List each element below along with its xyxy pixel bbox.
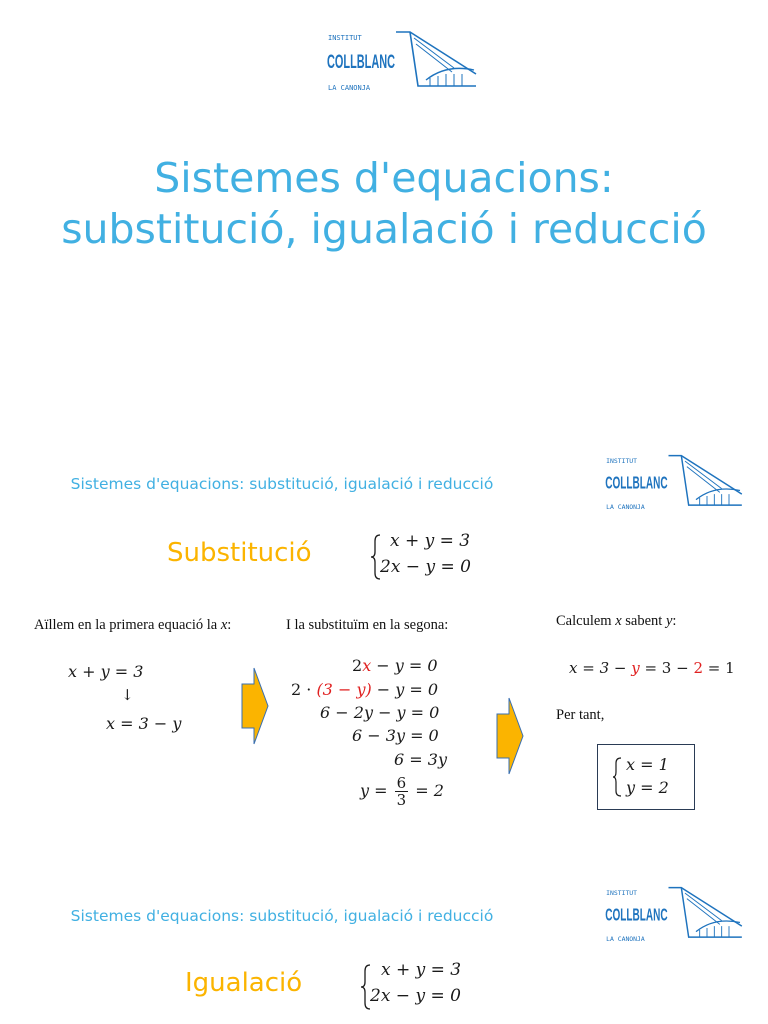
step2-line1-rest: − y = 0 bbox=[371, 656, 438, 675]
logo-main-text: COLLBLANC bbox=[605, 472, 668, 493]
step2-note: I la substituïm en la segona: bbox=[286, 617, 449, 633]
logo-main-text: COLLBLANC bbox=[327, 52, 396, 73]
step3-note-var-y: y bbox=[665, 613, 673, 629]
step2-line1 bbox=[352, 656, 438, 675]
system-eq2: 2x − y = 0 bbox=[380, 557, 471, 577]
step3-calc-result: = 1 bbox=[703, 659, 735, 677]
fraction-6-over-3 bbox=[395, 775, 409, 808]
step1-note-text: Aïllem en la primera equació la bbox=[34, 617, 221, 633]
logo-bottom-text: LA CANONJA bbox=[606, 502, 645, 511]
institute-logo bbox=[326, 28, 478, 100]
slide2-logo bbox=[604, 884, 744, 950]
logo-top-text: INSTITUT bbox=[606, 889, 638, 897]
step2-line4: 6 − 3y = 0 bbox=[352, 726, 439, 745]
step1-eq-bottom: x = 3 − y bbox=[106, 714, 182, 733]
step3-calc-start: x = 3 − bbox=[569, 659, 632, 677]
step2-line2-coef: 2 · bbox=[291, 680, 317, 699]
step3-calc-mid: = 3 − bbox=[639, 659, 694, 677]
step2-line2-rest: − y = 0 bbox=[371, 680, 439, 699]
step1-note-colon: : bbox=[227, 617, 232, 633]
slide2-system-eq1: x + y = 3 bbox=[381, 960, 462, 980]
step3-note-var-x: x bbox=[615, 613, 622, 629]
method-title-substitucio: Substitució bbox=[167, 538, 312, 568]
step2-line1-coef: 2 bbox=[352, 656, 363, 675]
step2-line2 bbox=[291, 680, 438, 699]
step-arrow-2 bbox=[495, 696, 525, 776]
slide2-system-eq2: 2x − y = 0 bbox=[370, 986, 461, 1006]
logo-top-text: INSTITUT bbox=[606, 457, 638, 465]
step3-calc-value: 2 bbox=[693, 659, 704, 677]
step-arrow-1 bbox=[240, 666, 270, 746]
step3-note-mid: sabent bbox=[621, 613, 666, 629]
cover-title-line2: substitució, igualació i reducció bbox=[61, 205, 707, 253]
step2-line5: 6 = 3y bbox=[394, 750, 447, 769]
slide2-header: Sistemes d'equacions: substitució, igualació i reducció bbox=[70, 907, 494, 925]
result-box bbox=[597, 744, 695, 810]
step2-line6-lhs: y = bbox=[360, 781, 393, 800]
per-tant-label: Per tant, bbox=[556, 707, 605, 723]
logo-top-text: INSTITUT bbox=[328, 34, 362, 42]
step1-eq-top: x + y = 3 bbox=[68, 662, 144, 681]
step3-calculation bbox=[569, 659, 735, 677]
step1-down-arrow: ↓ bbox=[121, 686, 134, 704]
logo-bottom-text: LA CANONJA bbox=[328, 84, 371, 92]
step1-note bbox=[34, 617, 231, 634]
step2-line3: 6 − 2y − y = 0 bbox=[320, 703, 440, 722]
step3-note-text: Calculem bbox=[556, 613, 616, 629]
step2-line6 bbox=[360, 775, 444, 808]
slide1-logo bbox=[604, 452, 744, 518]
step2-line2-substituted: (3 − y) bbox=[316, 680, 372, 699]
step3-note-colon: : bbox=[672, 613, 677, 629]
step3-note bbox=[556, 613, 676, 630]
slide1-header: Sistemes d'equacions: substitució, igualació i reducció bbox=[70, 475, 494, 493]
step2-line1-var: x bbox=[362, 656, 372, 675]
result-x: x = 1 bbox=[626, 755, 669, 774]
step1-note-var: x bbox=[220, 617, 228, 633]
cover-title-line1: Sistemes d'equacions: bbox=[154, 154, 614, 202]
fraction-denominator: 3 bbox=[396, 791, 407, 809]
system-eq1: x + y = 3 bbox=[390, 531, 471, 551]
step3-calc-y: y bbox=[631, 659, 640, 677]
logo-bottom-text: LA CANONJA bbox=[606, 934, 645, 943]
result-y: y = 2 bbox=[626, 778, 669, 797]
step2-line6-rhs: = 2 bbox=[410, 781, 444, 800]
logo-main-text: COLLBLANC bbox=[605, 904, 668, 925]
fraction-numerator: 6 bbox=[396, 774, 407, 792]
method-title-igualacio: Igualació bbox=[185, 968, 303, 998]
